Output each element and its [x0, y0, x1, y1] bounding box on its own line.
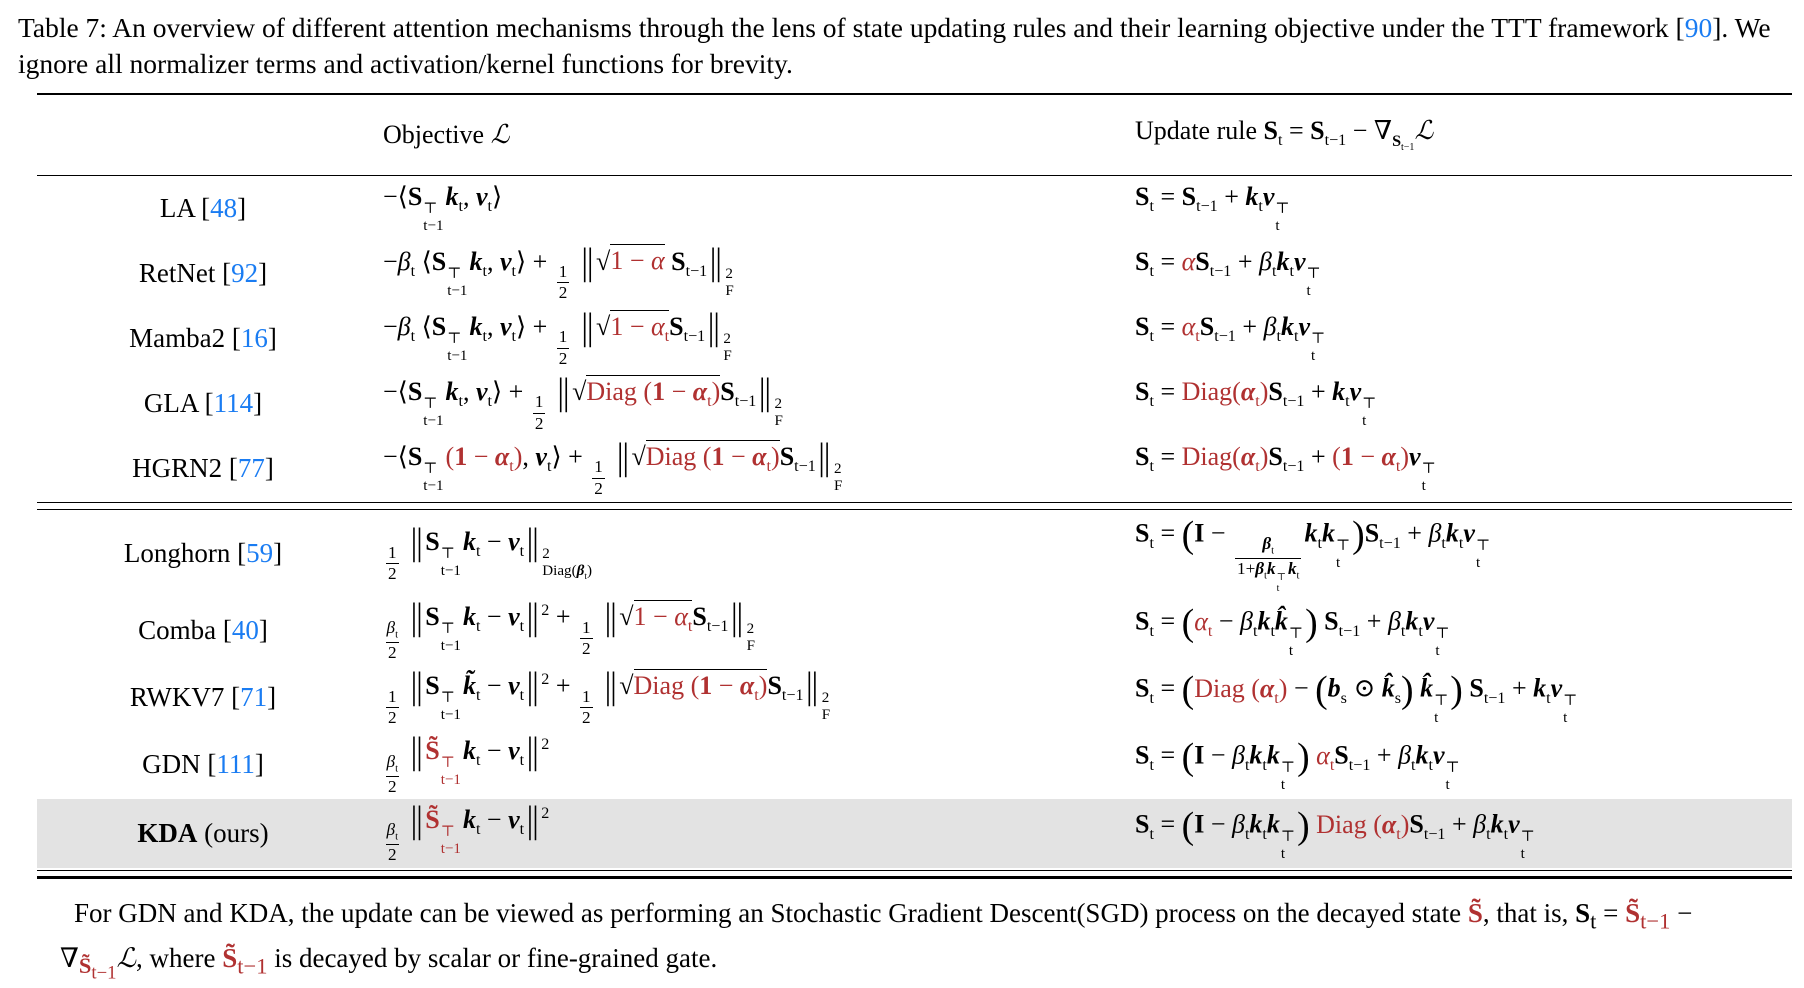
- method-name: HGRN2 [77]: [132, 452, 274, 483]
- objective-formula: $\frac{\beta_t}{2}$ ‖S ⊤ t−1 $k_t$ − $v_t‖^2$ + $\frac{1}{2}$ ‖√1 − $\alpha_tS_{t-1}‖$ 2 F: [386, 598, 755, 662]
- table-row: [37, 306, 1792, 371]
- citation-link[interactable]: 77: [237, 452, 265, 483]
- objective-formula: −⟨S ⊤ t−1 $k_t$, $v_t⟩$ + $\frac{1}{2}$ ‖√Diag $(1 - \alpha_t)S_{t-1}‖$ 2 F: [383, 372, 783, 433]
- update-rule-formula: $S_t = S_{t-1} + k_tv$ ⊤ t: [1135, 181, 1290, 234]
- table-row: [37, 799, 1792, 868]
- update-rule-formula: $S_t$ = (Diag $(\alpha_t) - (b_s$ ⊙ $k̂_s$) k̂ ⊤ t ) $S_{t-1} + k_tv$ ⊤ t: [1135, 669, 1578, 726]
- group-divider: [37, 502, 1792, 510]
- citation-link[interactable]: 90: [1684, 12, 1713, 43]
- update-rule-formula: $S_t$ = $Diag(\alpha_t)S_{t-1} + (1 - \alpha_t)v$ ⊤ t: [1135, 441, 1436, 494]
- method-name: Longhorn [59]: [123, 537, 283, 568]
- update-rule-formula: $S_t = \alpha S_{t-1} + \beta_tk_tv$ ⊤ t: [1135, 246, 1321, 299]
- method-name: RWKV7 [71]: [129, 681, 277, 712]
- header-objective: Objective ℒ: [383, 119, 510, 149]
- table-row: [37, 730, 1792, 799]
- table-row: [37, 596, 1792, 665]
- table-row: [37, 241, 1792, 306]
- objective-formula: $\frac{1}{2}$ ‖S ⊤ t−1 $k̃_t$ − $v_t‖^2$ + $\frac{1}{2}$ ‖√Diag $(1 - \alpha_t)S_{t-1}‖$ 2 F: [388, 666, 831, 727]
- objective-formula: $\frac{1}{2}$ ‖S ⊤ t−1 $k_t$ − $v_t‖$ 2 $Diag(\beta_t)$: [388, 522, 592, 583]
- citation-link[interactable]: 114: [213, 387, 254, 418]
- table-group: [37, 511, 1792, 868]
- objective-formula: $\frac{\beta_t}{2}$ ‖S̃ ⊤ t−1 $k_t$ − $v_t‖^2$: [386, 731, 550, 796]
- table-row: [37, 436, 1792, 501]
- method-name: LA [48]: [159, 192, 247, 223]
- table-caption: Table 7: An overview of different attention mechanisms through the lens of state updating rules and their learning objective under the TTT framework [90]. We ignore all normalizer terms and activation/kernel functions for brevity.: [18, 12, 1771, 80]
- method-name: GLA [114]: [143, 387, 263, 418]
- table-row: [37, 511, 1792, 596]
- objective-formula: −⟨S ⊤ t−1 $(1 - \alpha_t)$, $v_t⟩$ + $\frac{1}{2}$ ‖√Diag $(1 - \alpha_t)S_{t-1}‖$ 2 F: [383, 437, 843, 498]
- table-bottom-rule: [37, 870, 1792, 879]
- method-name: KDA (ours): [137, 817, 269, 848]
- table-footnote: For GDN and KDA, the update can be viewed as performing an Stochastic Gradient Descent(SGD) process on the decayed state S̃, that is, $S_t$ = $S̃_{t-1}$ − $\nabla_{S̃_{t-1}}ℒ$, where $S̃_{t-1}$ is decayed by scalar or fine-grained gate.: [60, 897, 1693, 984]
- table-header-row: [37, 95, 1792, 175]
- method-name: GDN [111]: [142, 748, 264, 779]
- method-name: RetNet [92]: [138, 257, 268, 288]
- table-row: [37, 371, 1792, 436]
- update-rule-formula: $S_t = (I - \beta_tk_tk$ ⊤ t ) $\alpha_tS_{t-1} + \beta_tk_tv$ ⊤ t: [1135, 735, 1460, 793]
- objective-formula: −⟨S ⊤ t−1 $k_t$, $v_t⟩$: [383, 181, 503, 234]
- header-update-rule: Update rule $S_t = S_{t-1}$ − $\nabla_{S_{t-1}}ℒ$: [1135, 116, 1434, 153]
- table-row: [37, 176, 1792, 241]
- citation-link[interactable]: 92: [231, 257, 259, 288]
- citation-link[interactable]: 71: [240, 681, 268, 712]
- update-rule-formula: $S_t = (I$ − $\beta_t$ $1+\beta_tk$ ⊤ t $k_t$ $k_tk$ ⊤ t )$S_{t-1} + \beta_tk_tv$ ⊤ t: [1135, 513, 1491, 594]
- update-rule-formula: $S_t = \alpha_tS_{t-1} + \beta_tk_tv$ ⊤ t: [1135, 311, 1326, 364]
- objective-formula: $-\beta_t$ ⟨S ⊤ t−1 $k_t$, $v_t⟩$ + $\frac{1}{2}$ ‖√1 − $\alpha_tS_{t-1}‖$ 2 F: [383, 307, 732, 368]
- citation-link[interactable]: 40: [231, 614, 259, 645]
- paper-page: [0, 10, 1804, 984]
- method-name: Mamba2 [16]: [129, 322, 277, 353]
- objective-formula: $\frac{\beta_t}{2}$ ‖S̃ ⊤ t−1 $k_t$ − $v_t‖^2$: [386, 800, 550, 865]
- method-name: Comba [40]: [138, 614, 268, 645]
- update-rule-formula: $S_t = (\alpha_t$ − $\beta_tk_tk̂$ ⊤ t ) $S_{t-1} + \beta_tk_tv$ ⊤ t: [1135, 602, 1450, 659]
- update-rule-formula: $S_t$ = $Diag(\alpha_t)S_{t-1} + k_tv$ ⊤ t: [1135, 376, 1377, 429]
- citation-link[interactable]: 16: [240, 322, 268, 353]
- citation-link[interactable]: 111: [216, 748, 255, 779]
- table-row: [37, 665, 1792, 730]
- table-group: [37, 176, 1792, 501]
- objective-formula: $-\beta_t$ ⟨S ⊤ t−1 $k_t$, $v_t⟩$ + $\frac{1}{2}$ ‖√1 − α $S_{t-1}‖$ 2 F: [383, 242, 734, 303]
- attention-mechanisms-table: [37, 93, 1792, 879]
- citation-link[interactable]: 59: [246, 537, 274, 568]
- update-rule-formula: $S_t = (I - \beta_tk_tk$ ⊤ t ) Diag $(\alpha_t)S_{t-1} + \beta_tk_tv$ ⊤ t: [1135, 804, 1535, 862]
- citation-link[interactable]: 48: [210, 192, 238, 223]
